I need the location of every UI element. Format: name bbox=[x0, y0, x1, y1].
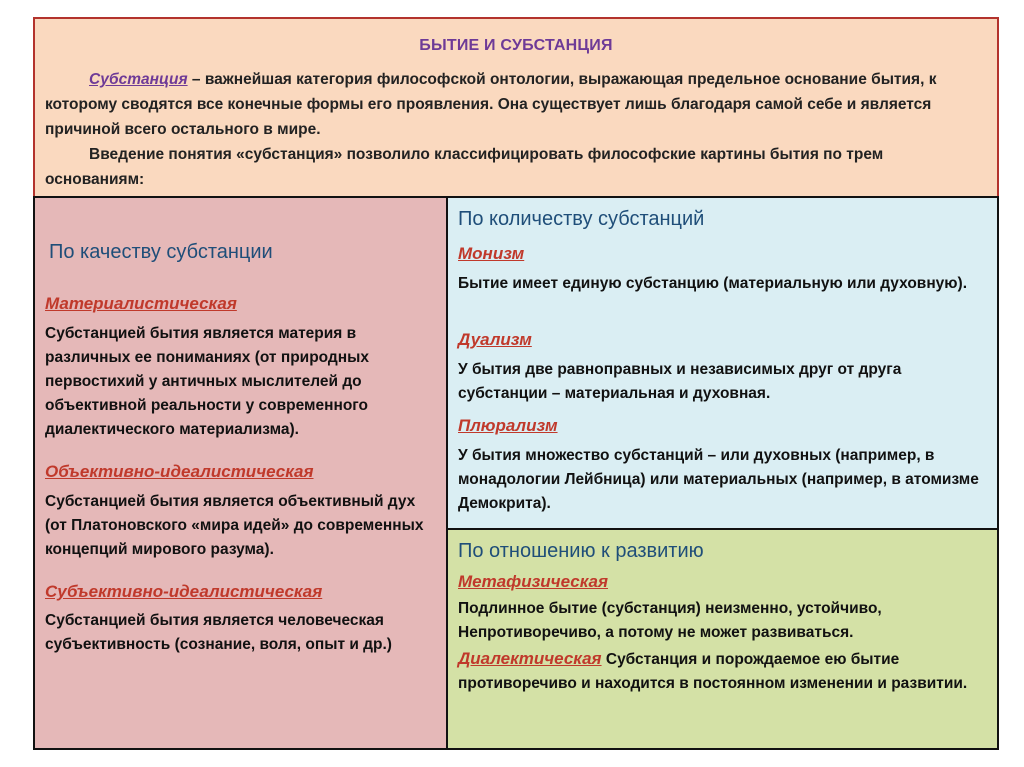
quality-panel bbox=[33, 196, 448, 750]
quantity-panel bbox=[446, 196, 999, 530]
metaphysical-term: Метафизическая bbox=[458, 572, 608, 591]
intro-panel bbox=[33, 17, 999, 198]
objective-idealist-term: Объективно-идеалистическая bbox=[45, 462, 314, 481]
materialist-term: Материалистическая bbox=[45, 294, 237, 313]
dialectical-term: Диалектическая bbox=[458, 649, 602, 668]
dualism-text: У бытия две равноправных и независимых друг от друга субстанции – материальная и духовная. bbox=[458, 361, 902, 402]
subjective-idealist-text: Субстанцией бытия является человеческая субъективность (сознание, воля, опыт и др.) bbox=[45, 612, 392, 653]
subjective-idealist-term: Субъективно-идеалистическая bbox=[45, 582, 323, 601]
quantity-heading: По количеству субстанций bbox=[458, 208, 705, 230]
page-title: БЫТИЕ И СУБСТАНЦИЯ bbox=[419, 37, 613, 54]
materialist-text: Субстанцией бытия является материя в различных ее пониманиях (от природных первостихий у античных мыслителей до объективной реальности у современного диалектического материализма). bbox=[45, 325, 369, 438]
quality-heading: По качеству субстанции bbox=[49, 241, 273, 263]
objective-idealist-text: Субстанцией бытия является объективный дух (от Платоновского «мира идей» до современных концепций мирового разума). bbox=[45, 493, 424, 558]
substance-definition: – важнейшая категория философской онтологии, выражающая предельное основание бытия, к которому сводятся все конечные формы его проявления. Она существует лишь благодаря самой себе и является причиной всего остального в мире. bbox=[45, 71, 937, 138]
dialectical-block bbox=[458, 647, 989, 696]
monism-text: Бытие имеет единую субстанцию (материальную или духовную). bbox=[458, 275, 968, 292]
intro-text bbox=[45, 67, 983, 192]
classification-intro: Введение понятия «субстанция» позволило классифицировать философские картины бытия по трем основаниям: bbox=[45, 146, 884, 188]
dualism-term: Дуализм bbox=[458, 330, 532, 349]
monism-term: Монизм bbox=[458, 244, 525, 263]
pluralism-term: Плюрализм bbox=[458, 416, 558, 435]
pluralism-text: У бытия множество субстанций – или духовных (например, в монадологии Лейбница) или материальных (например, в атомизме Демокрита). bbox=[458, 447, 979, 512]
metaphysical-text: Подлинное бытие (субстанция) неизменно, устойчиво, Непротиворечиво, а потому не может развиваться. bbox=[458, 600, 882, 641]
dialectical-text: Субстанция и порождаемое ею бытие противоречиво и находится в постоянном изменении и развитии. bbox=[458, 651, 968, 692]
development-panel bbox=[446, 528, 999, 750]
substance-term: Субстанция bbox=[89, 71, 188, 88]
development-heading: По отношению к развитию bbox=[458, 540, 704, 562]
